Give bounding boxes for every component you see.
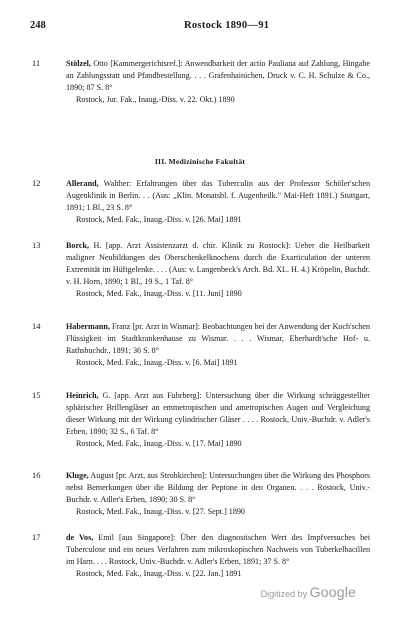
entry-author: Habermann, bbox=[66, 322, 110, 331]
watermark-brand: Google bbox=[309, 584, 356, 600]
entry-number: 17 bbox=[32, 533, 41, 542]
entry-author: de Vos, bbox=[66, 533, 94, 542]
entry-text: August [pr. Arzt, aus Strohkirchen]: Untersuchungen über die Wirkung des Phosphors nebst Bemerkungen über die Bildung der Peptone in den Organen. . . . Rostock, Univ.-Buchdr. v. Adler's Erben, 1890; 30 S. 8° bbox=[66, 471, 370, 504]
entry-author: Heinrich, bbox=[66, 391, 99, 400]
entry-author: Borck, bbox=[66, 241, 90, 250]
entry-note: Rostock, Med. Fak., Inaug.-Diss. v. [26. Mai] 1891 bbox=[76, 214, 242, 224]
running-header bbox=[30, 20, 370, 34]
section-heading: III. Medizinische Fakultät bbox=[154, 157, 246, 166]
entry-body bbox=[66, 58, 370, 106]
entry-text: Emil [aus Singapore]: Über den diagnostischen Wert des Impfversuches bei Tuberculose und ein neues Verfahren zum mikroskopischen Nachweis von Tuberkelbacillen im Harn. . . . Rostock, Univ.-Buchdr. v. Adler's Erben, 1891; 37 S. 8° bbox=[66, 533, 371, 566]
entry-body bbox=[66, 390, 370, 450]
entry-text: G. [app. Arzt aus Fuhrberg]: Untersuchung über die Wirkung schräggestellter sphärischer Brillengläser an emmetropischen und ametropischen Augen und Vergleichung dieser Wirkung mit der Wirkung cylindrischer Gläser . . . . Rostock, Univ.-Buchdr. v. Adler's Erben, 1890; 32 S., 6 Taf. 8° bbox=[66, 391, 370, 436]
entry-note: Rostock, Med. Fak., Inaug.-Diss. v. [11. Juni] 1890 bbox=[76, 288, 242, 298]
entry-body bbox=[66, 240, 370, 300]
entry-body bbox=[66, 532, 370, 580]
entry-body bbox=[66, 470, 370, 518]
running-title: Rostock 1890—91 bbox=[184, 20, 270, 31]
entry-author: Allerand, bbox=[66, 179, 99, 188]
entry-note: Rostock, Med. Fak., Inaug.-Diss. v. [27. Sept.] 1890 bbox=[76, 506, 245, 516]
entry-number: 12 bbox=[32, 179, 41, 188]
entry-author: Kluge, bbox=[66, 471, 89, 480]
entry-number: 15 bbox=[32, 391, 41, 400]
entry-number: 16 bbox=[32, 471, 41, 480]
entry-author: Stölzel, bbox=[66, 59, 91, 68]
entry-note: Rostock, Jur. Fak., Inaug.-Diss. v. 22. Okt.) 1890 bbox=[76, 94, 235, 104]
entry-body bbox=[66, 178, 370, 226]
entry-number: 11 bbox=[32, 59, 41, 68]
entry-text: H. [app. Arzt Assistenzarzt d. chir. Klinik zu Rostock]: Ueber die Heilbarkeit maligner Neubildungen des Oberschenkelknochens durch die Exarticulation der unteren Extremität im Hüftgelenke. . . . (Aus: v. Langenbeck's Arch. Bd. XL. H. 4.) Kröpelin, Buchdr. v. H. Horn, 1890; 1 Bl., 19 S., 1 Taf. 8° bbox=[66, 241, 370, 286]
watermark-prefix: Digitized by bbox=[260, 589, 308, 599]
digitization-watermark bbox=[261, 584, 356, 600]
entry-number: 14 bbox=[32, 322, 41, 331]
entry-number: 13 bbox=[32, 241, 41, 250]
entry-body bbox=[66, 321, 370, 369]
page-number: 248 bbox=[30, 20, 46, 31]
entry-text: Walther: Erfahrungen über das Tuberculin aus der Professor Schöler'schen Augenklinik in Berlin. . . (Aus: „Klin. Monatsbl. f. Augenheilk." Mai-Heft 1891.) Stuttgart, 1891; 1 Bl., 23 S. 8° bbox=[66, 179, 370, 212]
entry-note: Rostock, Med. Fak., Inaug.-Diss. v. [6. Mai] 1891 bbox=[76, 357, 238, 367]
entry-text: Franz [pr. Arzt in Wismar]: Beobachtungen bei der Anwendung der Koch'schen Flüssigkeit im Stadtkrankenhause zu Wismar. . . . Wismar, Eberhardt'sche Hof- u. Rathsbuchdr., 1891; 36 S. 8° bbox=[66, 322, 370, 355]
entry-text: Otto [Kammergerichtsref.]: Anwendbarkeit der actio Pauliana auf Zahlung, Hingabe an Zahlungsstatt und Pfandbestellung. . . . Grafenhainichen, Druck v. C. H. Schulze & Co., 1890; 87 S. 8° bbox=[66, 59, 370, 92]
entry-note: Rostock, Med. Fak., Inaug.-Diss. v. [22. Jan.] 1891 bbox=[76, 568, 242, 578]
entry-note: Rostock, Med. Fak., Inaug.-Diss. v. [17. Mai] 1890 bbox=[76, 438, 242, 448]
